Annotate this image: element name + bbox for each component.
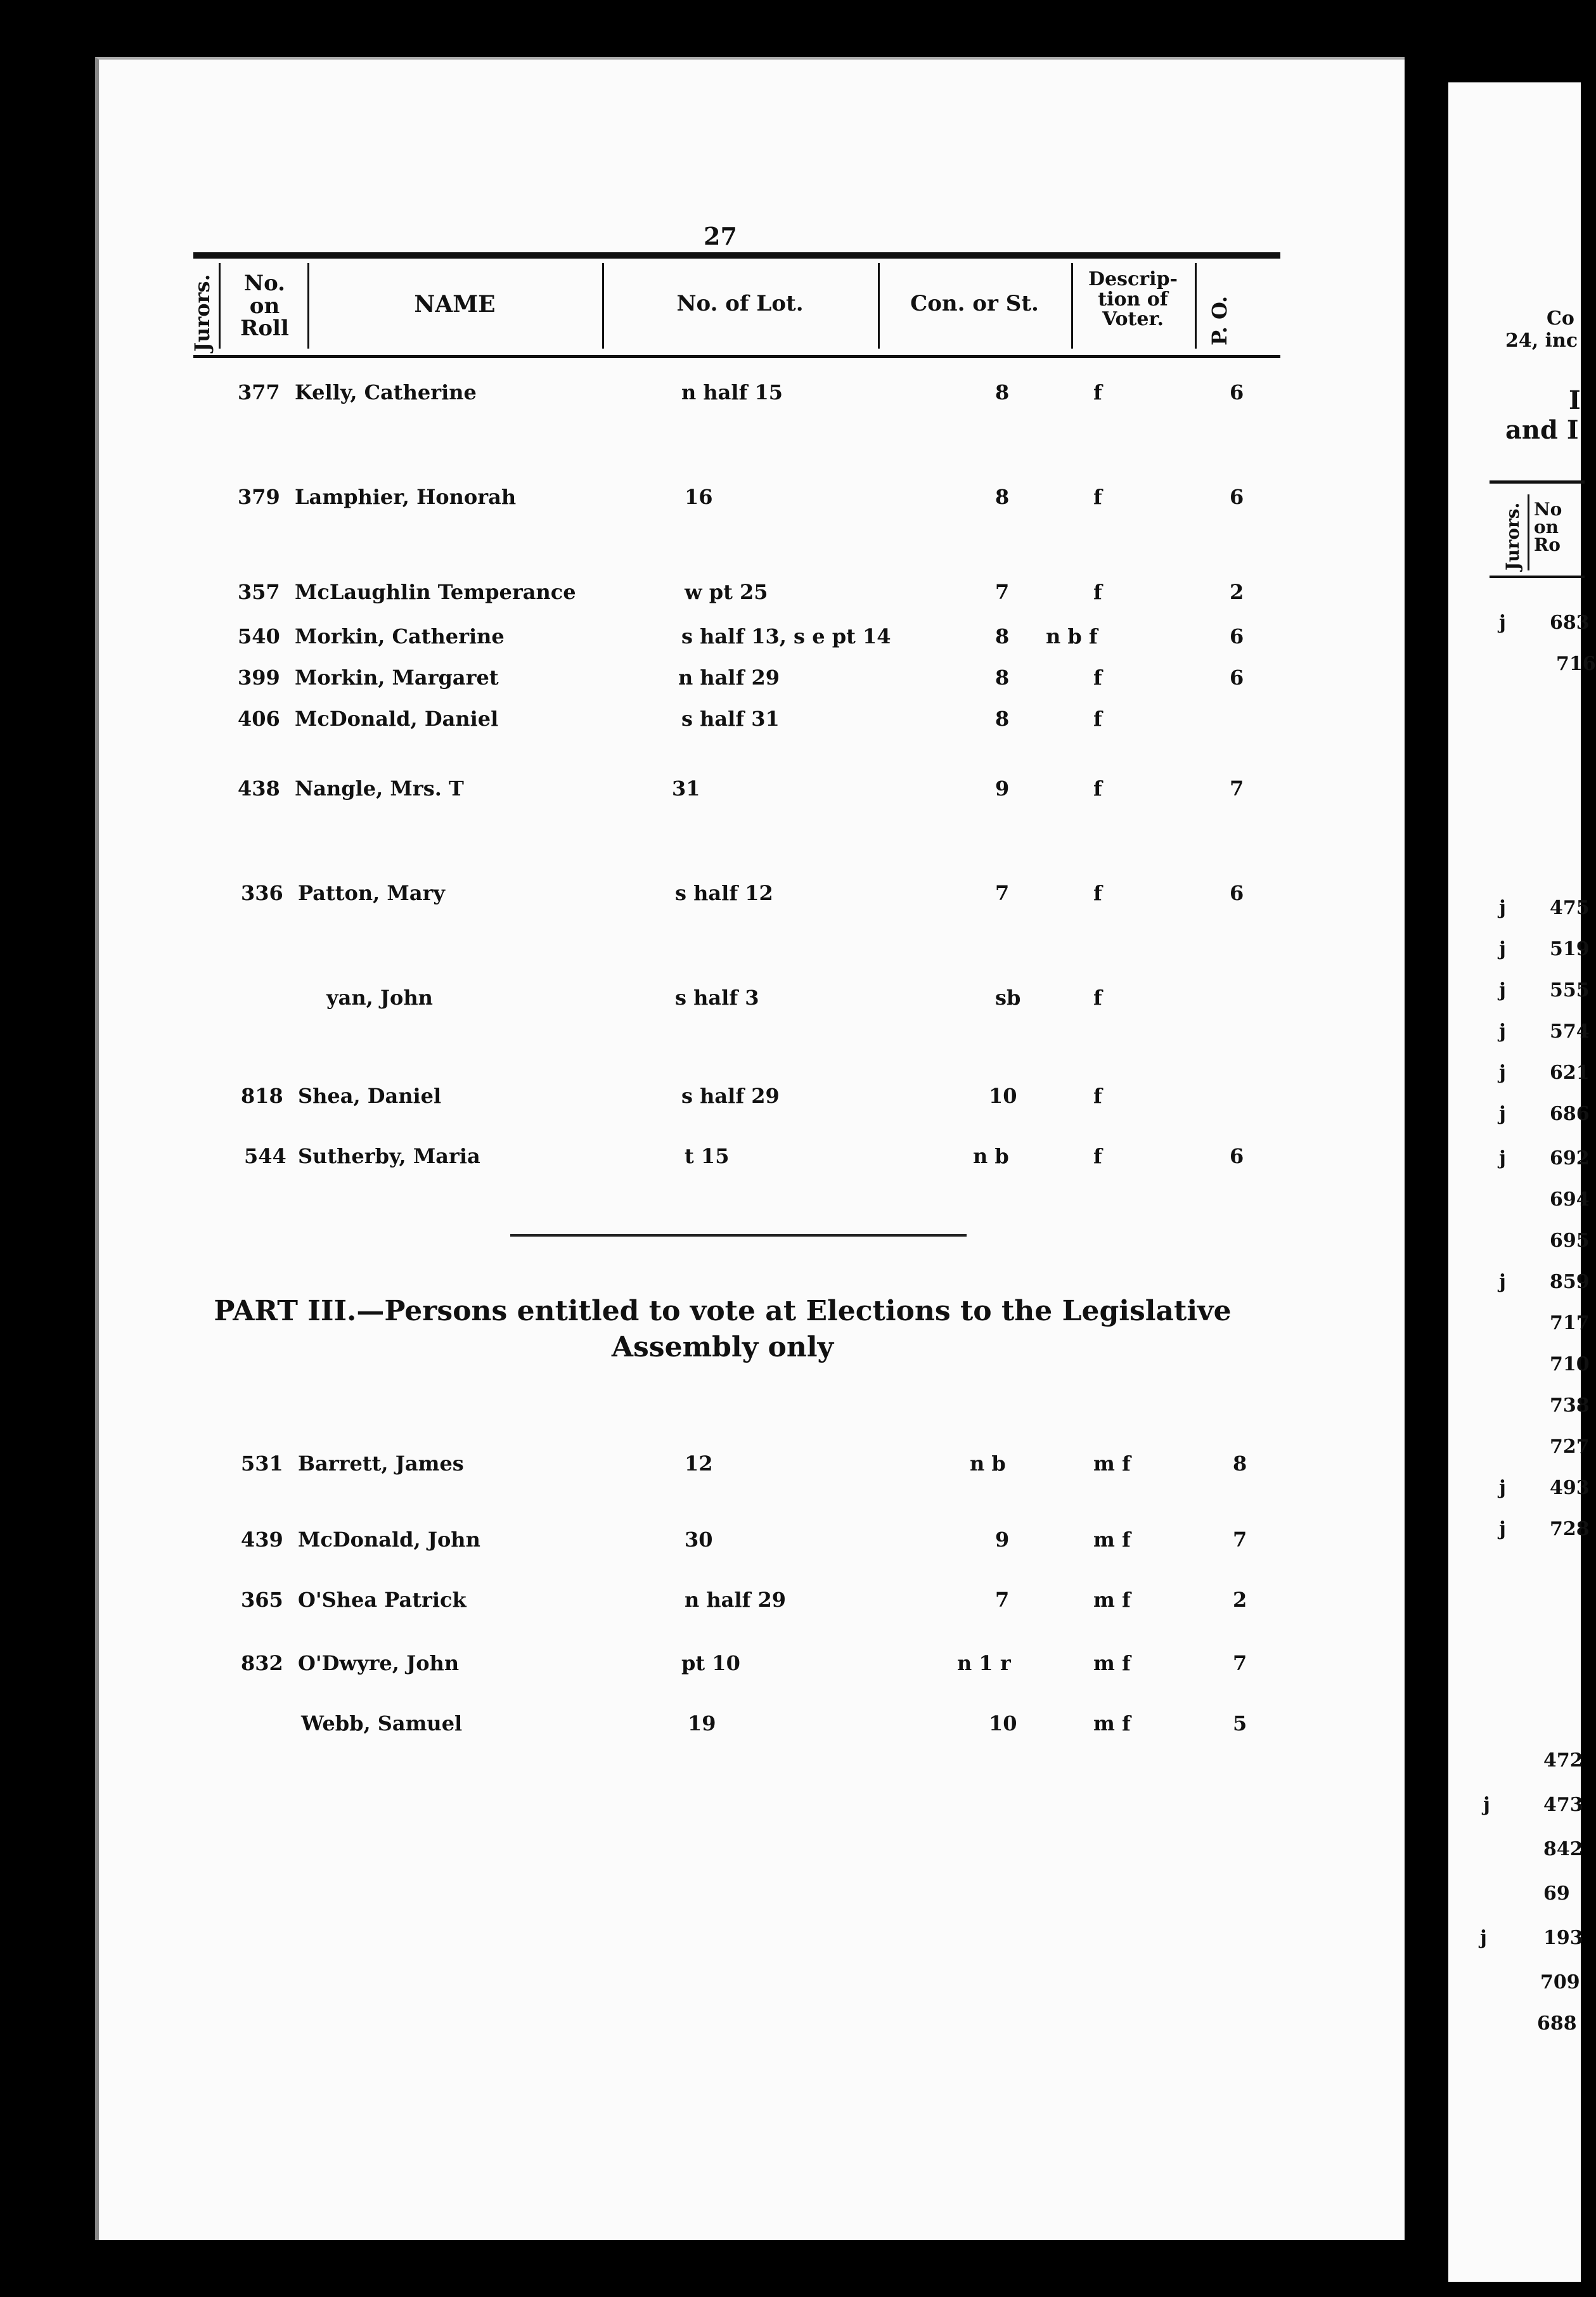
header-jurors: Jurors. [190,274,214,352]
lot: n half 29 [678,666,780,690]
concession: sb [995,986,1021,1010]
juror-mark: j [1499,1477,1506,1499]
description: f [1093,666,1102,690]
roll-number: 399 [238,666,280,690]
table-row [216,707,1255,738]
table-row [216,1144,1255,1176]
description: f [1093,707,1102,731]
table-row [216,776,1255,808]
lot: 30 [685,1528,713,1552]
juror-mark: j [1499,979,1506,1001]
description: f [1093,776,1102,801]
table-row [216,881,1255,913]
table-row [216,580,1255,612]
right-header-rule [1490,480,1585,484]
right-header-no-on-roll: No on Ro [1534,499,1562,555]
right-roll-number: 574 [1550,1020,1590,1043]
table-row [216,1711,1255,1743]
table-row [216,1588,1255,1619]
right-roll-number: 859 [1550,1271,1590,1293]
post-office: 6 [1230,380,1244,404]
voter-name: O'Shea Patrick [298,1588,467,1612]
header-po: P. O. [1207,295,1232,345]
right-page-fragment [1448,82,1596,2282]
roll-number: 544 [244,1144,286,1168]
right-roll-number: 475 [1550,897,1590,919]
description: m f [1093,1588,1131,1612]
juror-mark: j [1483,1794,1490,1816]
lot: s half 13, s e pt 14 [681,624,891,648]
juror-mark: j [1499,1518,1506,1540]
right-roll-number: 472 [1543,1749,1583,1772]
juror-mark: j [1499,938,1506,960]
right-header-2: 24, inc [1505,330,1578,352]
juror-mark: j [1499,1062,1506,1084]
concession: 7 [995,1588,1010,1612]
juror-mark: j [1499,1147,1506,1169]
voter-name: McLaughlin Temperance [295,580,576,604]
concession: 8 [995,485,1010,509]
lot: 19 [688,1711,716,1735]
right-roll-number: 709 [1540,1971,1580,1993]
column-divider [602,263,604,349]
juror-mark: j [1480,1927,1487,1949]
post-office: 8 [1233,1451,1247,1476]
post-office: 6 [1230,666,1244,690]
right-roll-number: 694 [1550,1188,1590,1211]
roll-number: 832 [241,1651,283,1675]
table-row [216,1651,1255,1683]
right-header-1: Co [1547,307,1574,330]
right-roll-number: 493 [1550,1477,1590,1499]
right-roll-number: 728 [1550,1518,1590,1540]
concession: n b [973,1144,1009,1168]
description: f [1093,881,1102,905]
concession: 9 [995,776,1010,801]
voter-name: Webb, Samuel [301,1711,463,1735]
right-roll-number: 688 [1537,2012,1577,2035]
voter-name: Shea, Daniel [298,1084,442,1108]
right-roll-number: 727 [1550,1436,1590,1458]
post-office: 7 [1233,1651,1247,1675]
roll-number: 406 [238,707,280,731]
voter-name: McDonald, Daniel [295,707,499,731]
right-roll-number: 710 [1550,1353,1590,1375]
right-roll-number: 738 [1550,1394,1590,1417]
voter-name: yan, John [326,986,433,1010]
description: f [1093,1144,1102,1168]
lot: s half 29 [681,1084,780,1108]
juror-mark: j [1499,612,1506,634]
voter-name: Morkin, Catherine [295,624,505,648]
table-row [216,485,1255,517]
description: f [1093,580,1102,604]
header-no-on-roll: No. on Roll [240,271,289,342]
post-office: 6 [1230,485,1244,509]
description: f [1093,380,1102,404]
header-con-or-st: Con. or St. [910,291,1039,316]
right-roll-number: 686 [1550,1103,1590,1125]
roll-number: 439 [241,1528,283,1552]
concession: 8 [995,707,1010,731]
juror-mark: j [1499,897,1506,919]
voter-name: Sutherby, Maria [298,1144,480,1168]
roll-number: 531 [241,1451,283,1476]
roll-number: 379 [238,485,280,509]
right-roll-number: 842 [1543,1838,1583,1860]
right-roll-number: 717 [1550,1312,1590,1334]
roll-number: 438 [238,776,280,801]
concession: 7 [995,580,1010,604]
concession: n 1 r [957,1651,1011,1675]
lot: n half 29 [685,1588,786,1612]
juror-mark: j [1499,1020,1506,1043]
roll-number: 377 [238,380,280,404]
column-divider [1195,263,1197,349]
right-column-divider [1528,494,1529,570]
concession: 10 [989,1084,1017,1108]
lot: 31 [672,776,700,801]
description: f [1093,986,1102,1010]
table-row [216,1528,1255,1559]
juror-mark: j [1499,1103,1506,1125]
header-top-rule [193,252,1280,259]
post-office: 2 [1230,580,1244,604]
table-row [216,624,1255,656]
post-office: 7 [1233,1528,1247,1552]
lot: s half 31 [681,707,780,731]
roll-number: 540 [238,624,280,648]
roll-number: 357 [238,580,280,604]
post-office: 6 [1230,624,1244,648]
right-header-jurors: Jurors. [1502,502,1523,570]
concession: 8 [995,380,1010,404]
description: m f [1093,1711,1131,1735]
header-name: NAME [414,291,496,318]
voter-name: Barrett, James [298,1451,464,1476]
post-office: 5 [1233,1711,1247,1735]
post-office: 7 [1230,776,1244,801]
lot: n half 15 [681,380,783,404]
voter-name: Kelly, Catherine [295,380,477,404]
voter-name: McDonald, John [298,1528,480,1552]
voter-name: Lamphier, Honorah [295,485,517,509]
concession: 8 [995,624,1010,648]
lot: t 15 [685,1144,730,1168]
right-roll-number: 473 [1543,1794,1583,1816]
roll-number: 336 [241,881,283,905]
table-row [216,666,1255,697]
table-row [216,380,1255,412]
description: m f [1093,1528,1131,1552]
column-divider [307,263,309,349]
right-roll-number: 683 [1550,612,1590,634]
post-office: 2 [1233,1588,1247,1612]
roll-number: 365 [241,1588,283,1612]
table-row [216,1084,1255,1116]
concession: 9 [995,1528,1010,1552]
right-roll-number: 716 [1556,653,1596,675]
roll-number: 818 [241,1084,283,1108]
right-roll-number: 621 [1550,1062,1590,1084]
post-office: 6 [1230,881,1244,905]
header-description: Descrip- tion of Voter. [1088,268,1178,330]
right-header-rule [1490,576,1585,578]
description: m f [1093,1651,1131,1675]
section-separator [510,1234,967,1237]
concession: 7 [995,881,1010,905]
header-bottom-rule [193,355,1280,358]
right-roll-number: 193 [1543,1927,1583,1949]
right-roll-number: 555 [1550,979,1590,1001]
voter-name: Patton, Mary [298,881,445,905]
table-row [216,986,1255,1017]
right-roll-number: 692 [1550,1147,1590,1169]
right-header-4: and I [1505,415,1579,445]
column-divider [1071,263,1073,349]
header-no-of-lot: No. of Lot. [676,291,804,316]
lot: w pt 25 [685,580,768,604]
concession: 8 [995,666,1010,690]
description: m f [1093,1451,1131,1476]
description: n b f [1046,624,1098,648]
column-divider [219,263,221,349]
description: f [1093,485,1102,509]
right-roll-number: 69 [1543,1882,1570,1905]
part3-title: PART III.—Persons entitled to vote at Elections to the Legislative Assembly only [214,1295,1232,1364]
lot: 16 [685,485,713,509]
column-divider [878,263,880,349]
voter-name: Nangle, Mrs. T [295,776,464,801]
voter-name: O'Dwyre, John [298,1651,460,1675]
lot: s half 3 [675,986,759,1010]
concession: 10 [989,1711,1017,1735]
voter-name: Morkin, Margaret [295,666,499,690]
lot: s half 12 [675,881,773,905]
description: f [1093,1084,1102,1108]
lot: 12 [685,1451,713,1476]
right-header-3: I [1569,385,1581,415]
table-row [216,1451,1255,1483]
concession: n b [970,1451,1006,1476]
post-office: 6 [1230,1144,1244,1168]
lot: pt 10 [681,1651,740,1675]
right-roll-number: 695 [1550,1230,1590,1252]
page-number: 27 [704,222,737,250]
right-roll-number: 519 [1550,938,1590,960]
juror-mark: j [1499,1271,1506,1293]
